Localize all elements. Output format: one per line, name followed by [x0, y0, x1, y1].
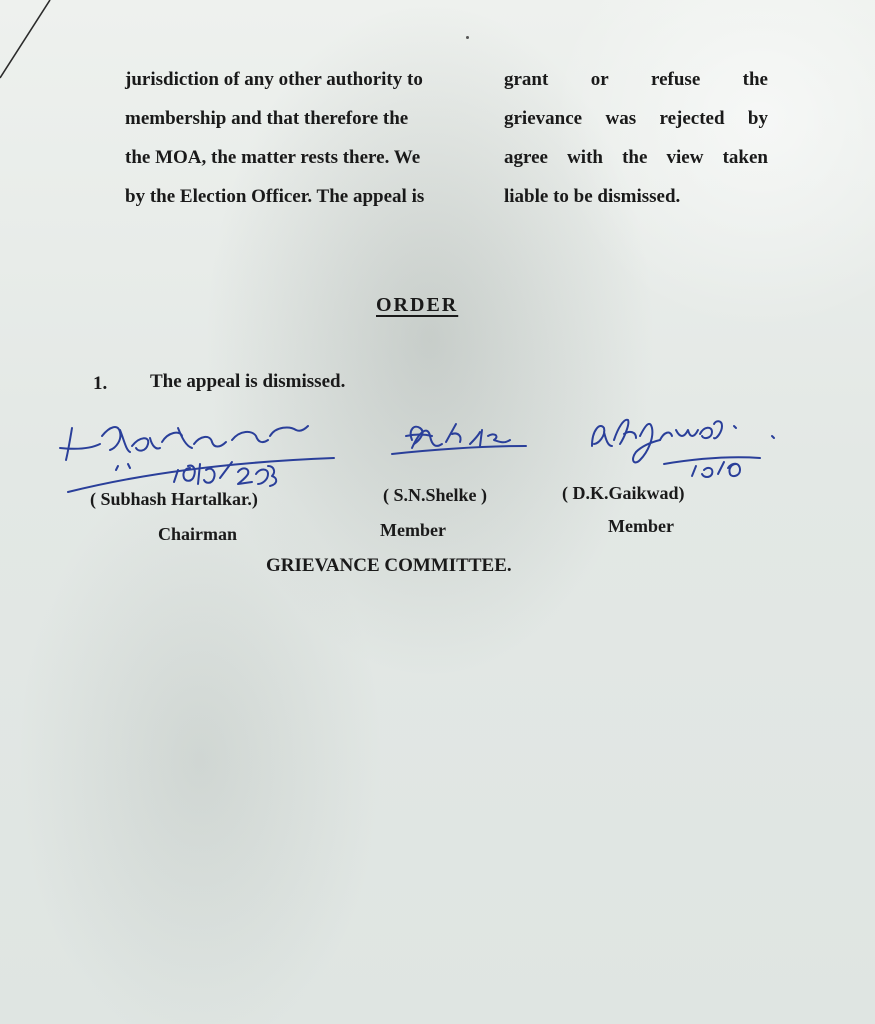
order-heading: ORDER: [376, 294, 459, 316]
word: the: [622, 147, 648, 168]
order-item-number: 1.: [93, 373, 108, 394]
paragraph-right-column: [504, 60, 768, 216]
word: refuse: [651, 69, 701, 90]
word: the: [742, 69, 768, 90]
signatory-name-member-2: ( D.K.Gaikwad): [562, 483, 685, 503]
word: taken: [722, 147, 768, 168]
word: rejected: [659, 108, 725, 129]
word: agree: [504, 147, 548, 168]
page-corner-fold: [0, 0, 60, 80]
paragraph-line: membership and that therefore the: [125, 108, 409, 129]
signatory-name-member-1: ( S.N.Shelke ): [383, 485, 488, 505]
word: by: [747, 108, 768, 129]
word: grant: [504, 69, 549, 90]
signatory-role-member-2: Member: [608, 516, 674, 536]
signature-hartalkar: [60, 426, 334, 492]
order-item-text: The appeal is dismissed.: [150, 371, 346, 392]
signatory-role-chairman: Chairman: [158, 524, 238, 544]
paragraph-line: jurisdiction of any other authority to: [125, 69, 423, 90]
paragraph-left-column: [125, 60, 424, 216]
word: grievance: [504, 108, 583, 129]
paper-speck: [466, 36, 469, 39]
committee-name: GRIEVANCE COMMITTEE.: [266, 555, 512, 576]
word: or: [590, 69, 609, 90]
signatory-role-member-1: Member: [380, 520, 446, 540]
signature-gaikwad: [592, 420, 774, 477]
paragraph-line: liable to be dismissed.: [504, 186, 681, 207]
signatory-name-chairman: ( Subhash Hartalkar.): [90, 489, 258, 509]
word: was: [605, 108, 637, 129]
paragraph-line: by the Election Officer. The appeal is: [125, 186, 425, 207]
paragraph-line: [504, 138, 768, 177]
paragraph-line: the MOA, the matter rests there. We: [125, 147, 421, 168]
paragraph-line: [504, 60, 768, 99]
word: with: [567, 147, 603, 168]
word: view: [666, 147, 704, 168]
paragraph-line: [504, 99, 768, 138]
signature-shelke: [392, 424, 526, 454]
